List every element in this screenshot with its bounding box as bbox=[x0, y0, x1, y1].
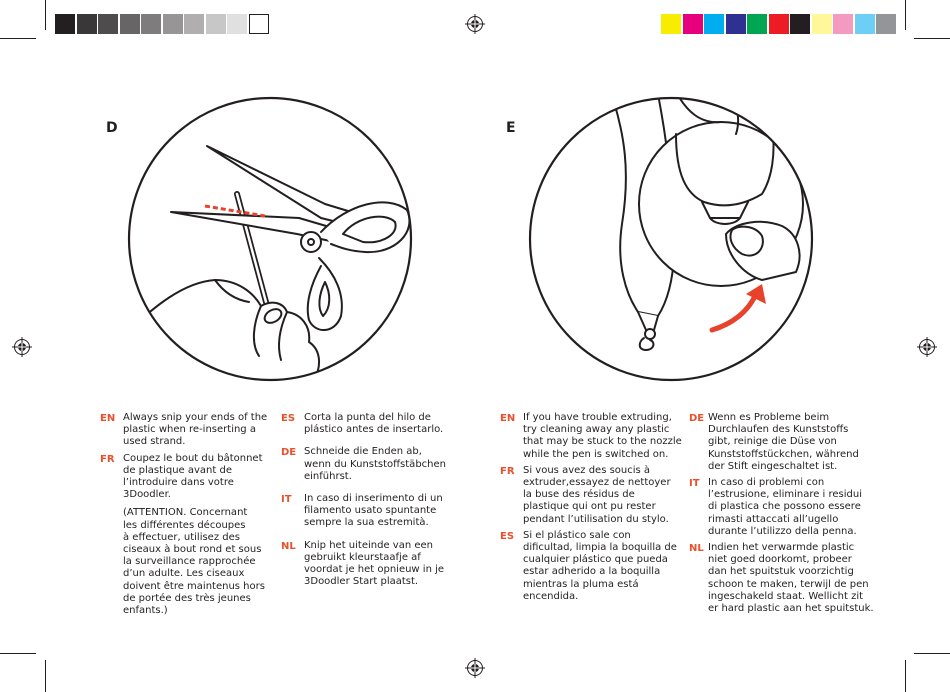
instruction-text: In caso di problemi con l’estrusione, eliminare i residui di plastica che possono essere rimasti attaccati all’ugello durante l’utilizzo della penna. bbox=[708, 477, 863, 537]
instruction-text: Knip het uiteinde van een gebruikt kleurstaafje af voordat je het opnieuw in je 3Doodler Start plaatst. bbox=[304, 539, 445, 588]
language-code: IT bbox=[689, 478, 700, 489]
color-swatch bbox=[833, 14, 853, 34]
color-swatch bbox=[227, 14, 247, 34]
color-swatch bbox=[855, 14, 875, 34]
registration-target-icon bbox=[917, 337, 937, 357]
scissors-pivot bbox=[301, 232, 321, 252]
instruction-text: Indien het verwarmde plastic niet goed doorkomt, probeer dan het spuitstuk voorzichtig schoon te maken, terwijl de pen ingeschakeld staat. Wellicht zit er hard plastic aan het spuitstuk. bbox=[708, 542, 874, 615]
instruction-text: In caso di inserimento di un filamento usato spuntante sempre la sua estremità. bbox=[304, 493, 443, 529]
crop-mark bbox=[905, 660, 906, 692]
language-code: NL bbox=[689, 543, 704, 554]
scissors-cutting-illustration bbox=[125, 94, 415, 384]
color-swatch bbox=[704, 14, 724, 34]
language-code: IT bbox=[281, 494, 292, 505]
arrow-head-icon bbox=[746, 284, 766, 304]
safety-note: (ATTENTION. Concernant les différentes découpes à effectuer, utilisez des ciseaux à bout rond et sous la surveillance rapprochée d’un adulte. Les ciseaux doivent être maintenus hors de portée des très jeunes enfants.) bbox=[123, 507, 265, 617]
motion-arrow bbox=[712, 294, 756, 330]
instruction-text: If you have trouble extruding, try cleaning away any plastic that may be stuck to the nozzle while the pen is switched on. bbox=[523, 412, 682, 460]
instruction-text: Si vous avez des soucis à extruder,essayez de nettoyer la buse des résidus de plastique qui ont pu rester pendant l’utilisation du stylo. bbox=[523, 464, 671, 525]
color-swatch bbox=[206, 14, 226, 34]
instruction-text: Always snip your ends of the plastic when re-inserting a used strand. bbox=[123, 412, 268, 448]
language-code: NL bbox=[281, 540, 296, 552]
color-swatch bbox=[249, 14, 269, 34]
instruction-text: Corta la punta del hilo de plástico antes de insertarlo. bbox=[304, 412, 444, 436]
instruction-text: Schneide die Enden ab, wenn du Kunststoffstäbchen einführst. bbox=[304, 446, 446, 482]
language-code: ES bbox=[500, 530, 515, 542]
color-swatch bbox=[790, 14, 810, 34]
language-code: ES bbox=[281, 413, 296, 424]
color-swatch bbox=[98, 14, 118, 34]
color-swatch bbox=[184, 14, 204, 34]
color-swatch bbox=[747, 14, 767, 34]
registration-target-icon bbox=[12, 337, 32, 357]
figure-label-e: E bbox=[506, 120, 516, 136]
crop-mark bbox=[905, 0, 906, 30]
crop-mark bbox=[45, 0, 46, 30]
color-swatch bbox=[661, 14, 681, 34]
instruction-text: Wenn es Probleme beim Durchlaufen des Kunststoffs gibt, reinige die Düse von Kunststoffstückchen, während der Stift eingeschaltet ist. bbox=[708, 412, 859, 472]
instruction-text: Coupez le bout du bâtonnet de plastique avant de l’introduire dans votre 3Doodler. bbox=[123, 452, 263, 501]
crop-mark bbox=[0, 653, 36, 654]
registration-target-icon bbox=[465, 14, 485, 34]
color-swatch bbox=[77, 14, 97, 34]
crop-mark bbox=[0, 38, 36, 39]
language-code: FR bbox=[100, 453, 115, 465]
crop-mark bbox=[45, 660, 46, 692]
color-swatch bbox=[55, 14, 75, 34]
figure-label-d: D bbox=[106, 120, 118, 136]
color-swatch bbox=[683, 14, 703, 34]
instruction-text: Si el plástico sale con dificultad, limpia la boquilla de cualquier plástico que pueda estar adherido a la boquilla mientras la pluma está encendida. bbox=[523, 529, 677, 602]
crop-mark bbox=[914, 653, 950, 654]
language-code: DE bbox=[689, 413, 705, 424]
color-swatch bbox=[726, 14, 746, 34]
language-code: DE bbox=[281, 447, 297, 459]
color-swatch bbox=[120, 14, 140, 34]
registration-target-icon bbox=[465, 658, 485, 678]
language-code: EN bbox=[500, 413, 516, 424]
language-code: EN bbox=[100, 413, 116, 424]
language-code: FR bbox=[500, 465, 515, 477]
hand bbox=[115, 280, 319, 384]
color-swatch bbox=[769, 14, 789, 34]
color-swatch bbox=[812, 14, 832, 34]
color-swatch bbox=[163, 14, 183, 34]
crop-mark bbox=[914, 38, 950, 39]
color-swatch bbox=[876, 14, 896, 34]
nozzle-cleaning-illustration bbox=[526, 94, 816, 384]
color-swatch bbox=[141, 14, 161, 34]
